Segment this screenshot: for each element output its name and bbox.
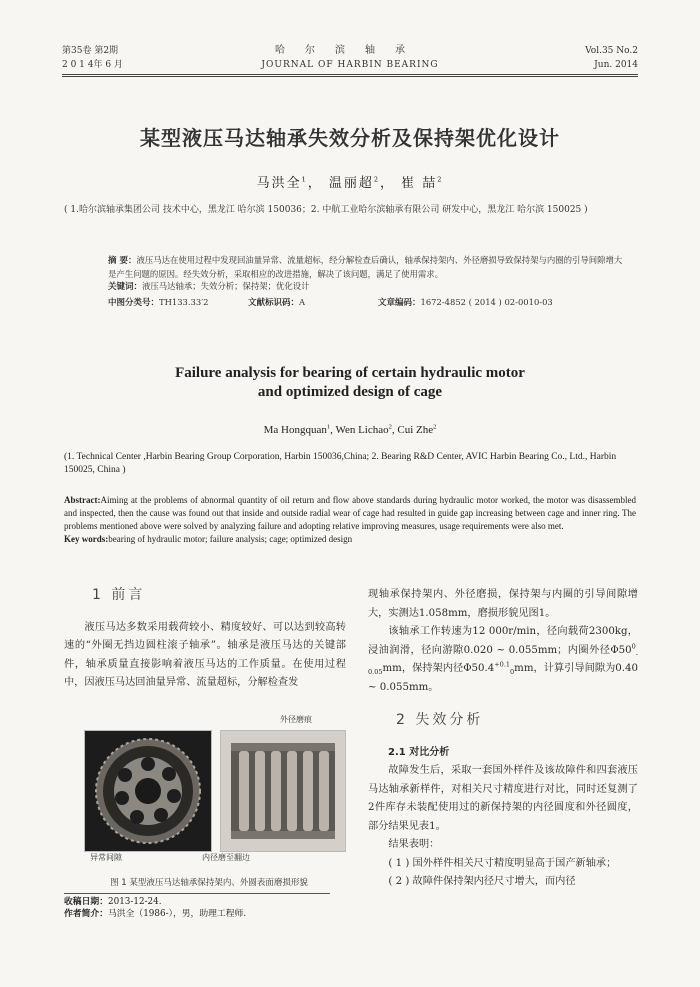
bearing-photo-cage-inner xyxy=(84,730,212,852)
header-right xyxy=(585,44,638,72)
clc-code: TH133.33′2 xyxy=(159,296,209,307)
inner-ring-od: Φ50 xyxy=(610,644,632,656)
authors-cn: 马洪全$^1$， 温丽超$^2$， 崔 喆$^2$ xyxy=(256,175,444,191)
cage-id-lower: 0 xyxy=(510,668,515,677)
journal-name-en: JOURNAL OF HARBIN BEARING xyxy=(261,60,439,70)
bearing-cage-image xyxy=(85,731,211,851)
author-3-mark: 2 xyxy=(437,175,444,184)
title-en xyxy=(0,364,700,402)
keywords-label-en: Key words: xyxy=(64,534,109,544)
para-continued: 现轴承保持架内、外径磨损，保持架与内圈的引导间隙增大，实测达1.058mm，磨损形貌见图1。 xyxy=(368,589,638,619)
volume-issue-en: Vol.35 No.2 xyxy=(585,46,638,56)
footnote xyxy=(64,896,354,920)
cage-id: Φ50.4 xyxy=(463,663,495,674)
author-en-2: Wen Lichao xyxy=(335,424,389,436)
callout-outer-wear: 外径磨痕 xyxy=(280,715,312,724)
doc-code: A xyxy=(299,296,306,307)
author-bio: 马洪全（1986-），男，助理工程师. xyxy=(108,909,247,919)
author-bio-label: 作者简介： xyxy=(64,909,108,919)
author-en-1-mark: 1 xyxy=(326,423,331,431)
date-en: Jun. 2014 xyxy=(594,60,638,70)
section-1-paragraph: 液压马达多数采用载荷较小、精度较好、可以达到较高转速的“外圈无挡边圆柱滚子轴承”。轴承是液压马达的关键部件，轴承质量直接影响着液压马达的工作质量。在使用过程中，因液压马达回油量异常、流量超标，分解检查发 xyxy=(64,621,346,688)
abstract-label-en: Abstract: xyxy=(64,495,101,505)
title-en-line-2: and optimized design of cage xyxy=(257,384,443,400)
abstract-cn xyxy=(108,254,628,309)
header-rule xyxy=(62,74,638,75)
abstract-text-cn: 液压马达在使用过程中发现回油量异常、流量超标，经分解检查后确认，轴承保持架内、外径磨损导致保持架与内圈的引导间隙增大是产生问题的原因。经失效分析，采取相应的改进措施，解决了该问题，满足了使用需求。 xyxy=(108,255,623,279)
author-2-mark: 2 xyxy=(373,175,381,184)
left-column xyxy=(64,586,346,693)
results-heading: 结果表明： xyxy=(388,839,440,850)
section-2-heading: 2 失效分析 xyxy=(396,712,484,728)
title-cn: 某型液压马达轴承失效分析及保持架优化设计 xyxy=(140,126,560,150)
author-2: 温丽超 xyxy=(328,176,374,191)
keywords-label-cn: 关键词： xyxy=(108,282,143,292)
author-en-3: Cui Zhe xyxy=(397,424,434,436)
speed-text-c: mm，计算引导间隙为0.40 ~ 0.055mm。 xyxy=(368,663,638,693)
affiliation-en: (1. Technical Center ,Harbin Bearing Group Corporation, Harbin 150036,China; 2. Bearing R&D Center, AVIC Harbin Bearing Co., Ltd., Harbin 150025, China ) xyxy=(64,452,617,475)
clc-label: 中图分类号： xyxy=(108,297,160,308)
author-en-1: Ma Hongquan xyxy=(263,424,327,436)
date-cn: 2 0 1 4年 6 月 xyxy=(62,60,123,70)
author-1: 马洪全 xyxy=(256,176,302,191)
speed-text-b: mm，保持架内径 xyxy=(382,663,464,674)
result-1: ( 1 ) 国外样件相关尺寸精度明显高于国产新轴承； xyxy=(388,857,617,869)
title-en-line-1: Failure analysis for bearing of certain hydraulic motor xyxy=(175,365,525,381)
cage-outer-image xyxy=(221,731,345,851)
callout-inner-wear: 内径磨至翻边 xyxy=(202,853,250,862)
keywords-en: bearing of hydraulic motor; failure analysis; cage; optimized design xyxy=(108,534,353,544)
classification-row xyxy=(108,296,628,310)
abstract-text-en: Aiming at the problems of abnormal quantity of oil return and flow above standards during hydraulic motor worked, the motor was disassembled and inspected, then the cause was found out that inside and outside radial wear of cage had resulted in guide gap increasing between cage and inner ring. The problems mentioned above were solved by analyzing failure and adopting relative improving measures, usage requirements were also met. xyxy=(64,495,636,531)
para-speed xyxy=(368,623,638,697)
keywords-cn: 液压马达轴承；失效分析；保持架；优化设计 xyxy=(142,281,310,291)
right-column xyxy=(368,586,638,892)
author-3: 崔 喆 xyxy=(401,176,438,191)
author-1-mark: 1 xyxy=(301,175,308,184)
abstract-label-cn: 摘 要： xyxy=(108,256,137,266)
received-label: 收稿日期： xyxy=(64,897,108,907)
bearing-photo-cage-outer xyxy=(220,730,346,852)
para-2-1: 故障发生后，采取一套国外样件及该故障件和四套液压马达轴承新样件，对相关尺寸精度进行对比，同时还复测了2件库存未装配使用过的新保持架的内径圆度和外径圆度，部分结果见表1。 xyxy=(368,765,638,832)
inner-ring-od-upper: 0 xyxy=(631,642,636,651)
footnote-rule xyxy=(64,893,330,894)
cage-id-upper: +0.1 xyxy=(494,660,511,669)
affiliation-cn: ( 1.哈尔滨轴承集团公司 技术中心，黑龙江 哈尔滨 150036；2. 中航工业哈尔滨轴承有限公司 研发中心，黑龙江 哈尔滨 150025 ) xyxy=(64,205,588,215)
doc-code-label: 文献标识码： xyxy=(248,297,300,308)
section-1-heading: 1 前言 xyxy=(92,587,146,603)
article-no-label: 文章编码： xyxy=(378,297,421,308)
received-date: 2013-12-24. xyxy=(108,897,162,907)
subsection-2-1-heading: 2.1 对比分析 xyxy=(388,746,450,758)
abstract-en xyxy=(64,494,636,546)
inner-ring-od-lower: -0.05 xyxy=(368,649,638,677)
callout-abnormal-gap: 异常间隙 xyxy=(90,853,122,862)
figure-1 xyxy=(84,715,344,862)
authors-en: Ma Hongquan$^1$, Wen Lichao$^2$, Cui Zhe$^2$ xyxy=(263,423,437,436)
article-no: 1672-4852 ( 2014 ) 02-0010-03 xyxy=(420,296,553,307)
author-en-3-mark: 2 xyxy=(433,423,437,431)
header-rule-2 xyxy=(62,76,638,77)
speed-text-a: 该轴承工作转速为12 000r/min，径向载荷2300kg，浸油润滑，径向游隙0.020 ~ 0.055mm；内圈外径 xyxy=(368,626,638,656)
figure-1-caption: 图 1 某型液压马达轴承保持架内、外圆表面磨损形貌 xyxy=(110,878,308,888)
journal-name-cn: 哈尔滨轴承 xyxy=(275,45,425,56)
volume-issue-cn: 第35卷 第2期 xyxy=(62,46,119,56)
author-en-2-mark: 2 xyxy=(388,423,392,431)
result-2: ( 2 ) 故障件保持架内径尺寸增大，而内径 xyxy=(388,876,576,887)
